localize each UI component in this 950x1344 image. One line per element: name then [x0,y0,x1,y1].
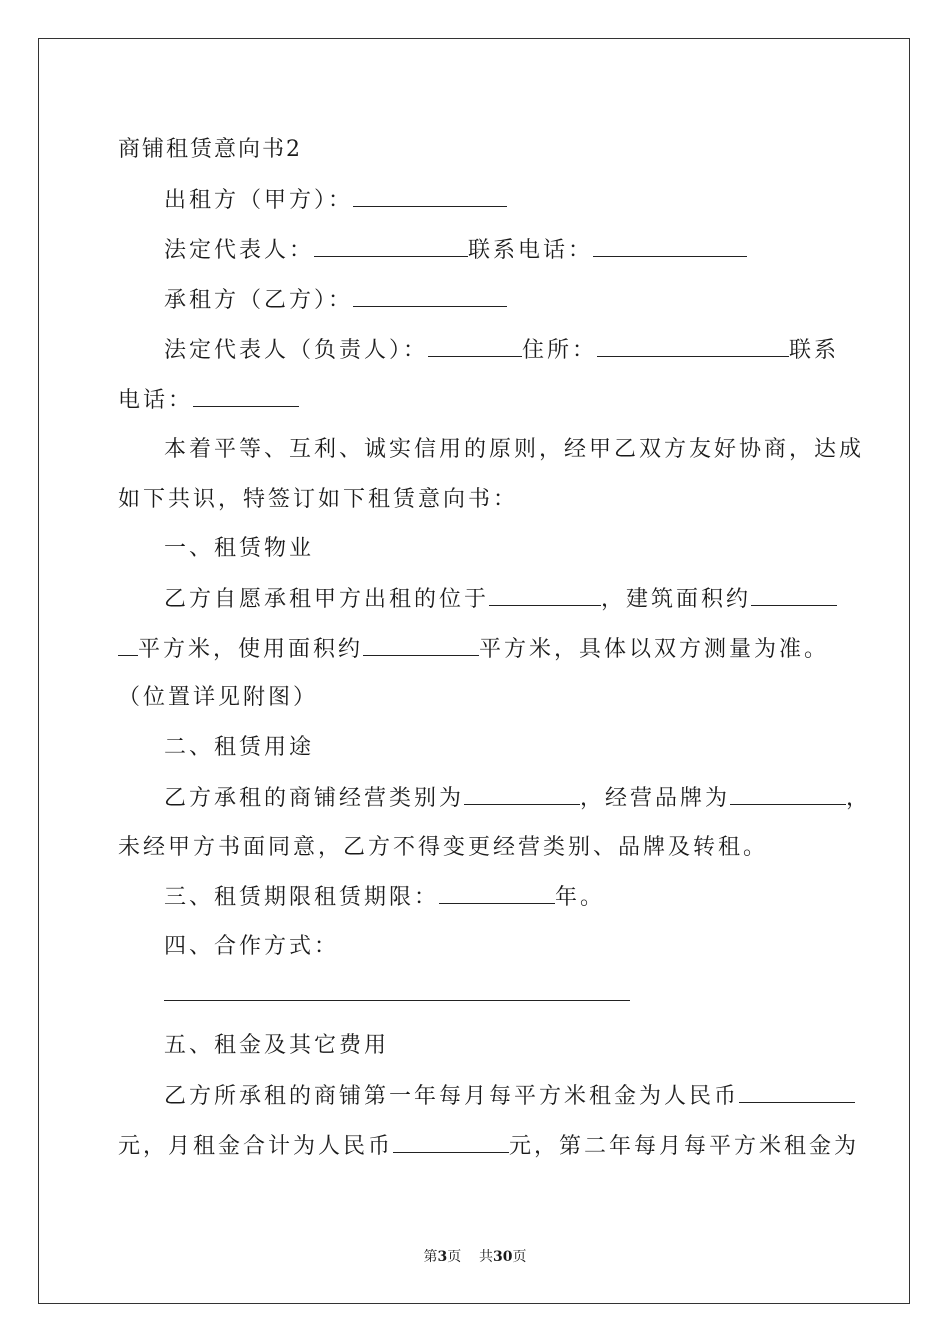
s1-text-c: 平方米，使用面积约 [138,637,364,662]
page-border [38,38,910,1304]
lessor-label: 出租方（甲方）： [164,188,354,213]
lease-term-blank [439,883,555,904]
page-suffix: 页 [447,1249,462,1265]
lessee-rep-blank [428,336,522,357]
section-5-line-2 [118,1132,859,1161]
page-number: 3 [437,1249,448,1265]
section-5-title: 五、租金及其它费用 [164,1033,390,1058]
contact-label-part2: 电话： [118,388,194,413]
s5-text-b: 元，月租金合计为人民币 [118,1134,394,1159]
usable-area-blank [363,635,479,656]
legal-rep-blank [314,236,468,257]
s1-text-a: 乙方自愿承租甲方出租的位于 [164,587,490,612]
section-2-line-1 [164,784,871,813]
lessee-blank [353,286,507,307]
monthly-rent-blank [393,1132,509,1153]
total-prefix: 共 [479,1249,494,1265]
document-title: 商铺租赁意向书2 [118,137,302,162]
intro-line-1: 本着平等、互利、诚实信用的原则，经甲乙双方友好协商，达成 [164,437,865,462]
lessor-blank [353,186,507,207]
intro-line-2: 如下共识，特签订如下租赁意向书： [118,487,519,512]
s2-text-b: ，经营品牌为 [580,786,731,811]
lessee-phone-blank [193,386,299,407]
s1-text-d: 平方米，具体以双方测量为准。 [479,637,830,662]
contact-label-part1: 联系 [789,338,840,363]
total-suffix: 页 [512,1249,527,1265]
section-1-line-1 [164,585,837,614]
section-2-line-2: 未经甲方书面同意，乙方不得变更经营类别、品牌及转租。 [118,835,769,860]
s1-text-b: ，建筑面积约 [601,587,752,612]
business-category-blank [464,784,580,805]
brand-blank [730,784,846,805]
building-area-blank [751,585,837,606]
legal-rep-line [164,236,747,265]
contact-phone-label: 联系电话： [468,238,594,263]
section-1-line-2 [118,635,829,664]
address-blank [597,336,789,357]
address-label: 住所： [522,338,598,363]
lessee-label: 承租方（乙方）： [164,288,354,313]
total-pages: 30 [493,1249,513,1265]
location-blank [489,585,601,606]
s2-text-c: ， [846,786,872,811]
lessee-rep-label: 法定代表人（负责人）： [164,338,429,363]
lessor-line [164,186,507,215]
s3-text-b: 年。 [555,885,606,910]
page-footer [0,1246,950,1266]
section-5-line-1 [164,1082,855,1111]
cooperation-blank [164,1000,630,1001]
section-4-title: 四、合作方式： [164,934,340,959]
section-3-line [164,883,605,912]
lessee-phone-line [118,386,299,415]
s5-text-c: 元，第二年每月每平方米租金为 [509,1134,860,1159]
page-prefix: 第 [423,1249,438,1265]
contact-phone-blank [593,236,747,257]
building-area-blank-cont [118,635,138,656]
s3-text-a: 三、租赁期限租赁期限： [164,885,440,910]
section-1-title: 一、租赁物业 [164,536,315,561]
section-2-title: 二、租赁用途 [164,735,315,760]
s2-text-a: 乙方承租的商铺经营类别为 [164,786,465,811]
legal-rep-label: 法定代表人： [164,238,315,263]
lessee-rep-line [164,336,839,365]
rent-per-sqm-blank [739,1082,855,1103]
section-1-line-3: （位置详见附图） [118,685,319,710]
s5-text-a: 乙方所承租的商铺第一年每月每平方米租金为人民币 [164,1084,740,1109]
lessee-line [164,286,507,315]
